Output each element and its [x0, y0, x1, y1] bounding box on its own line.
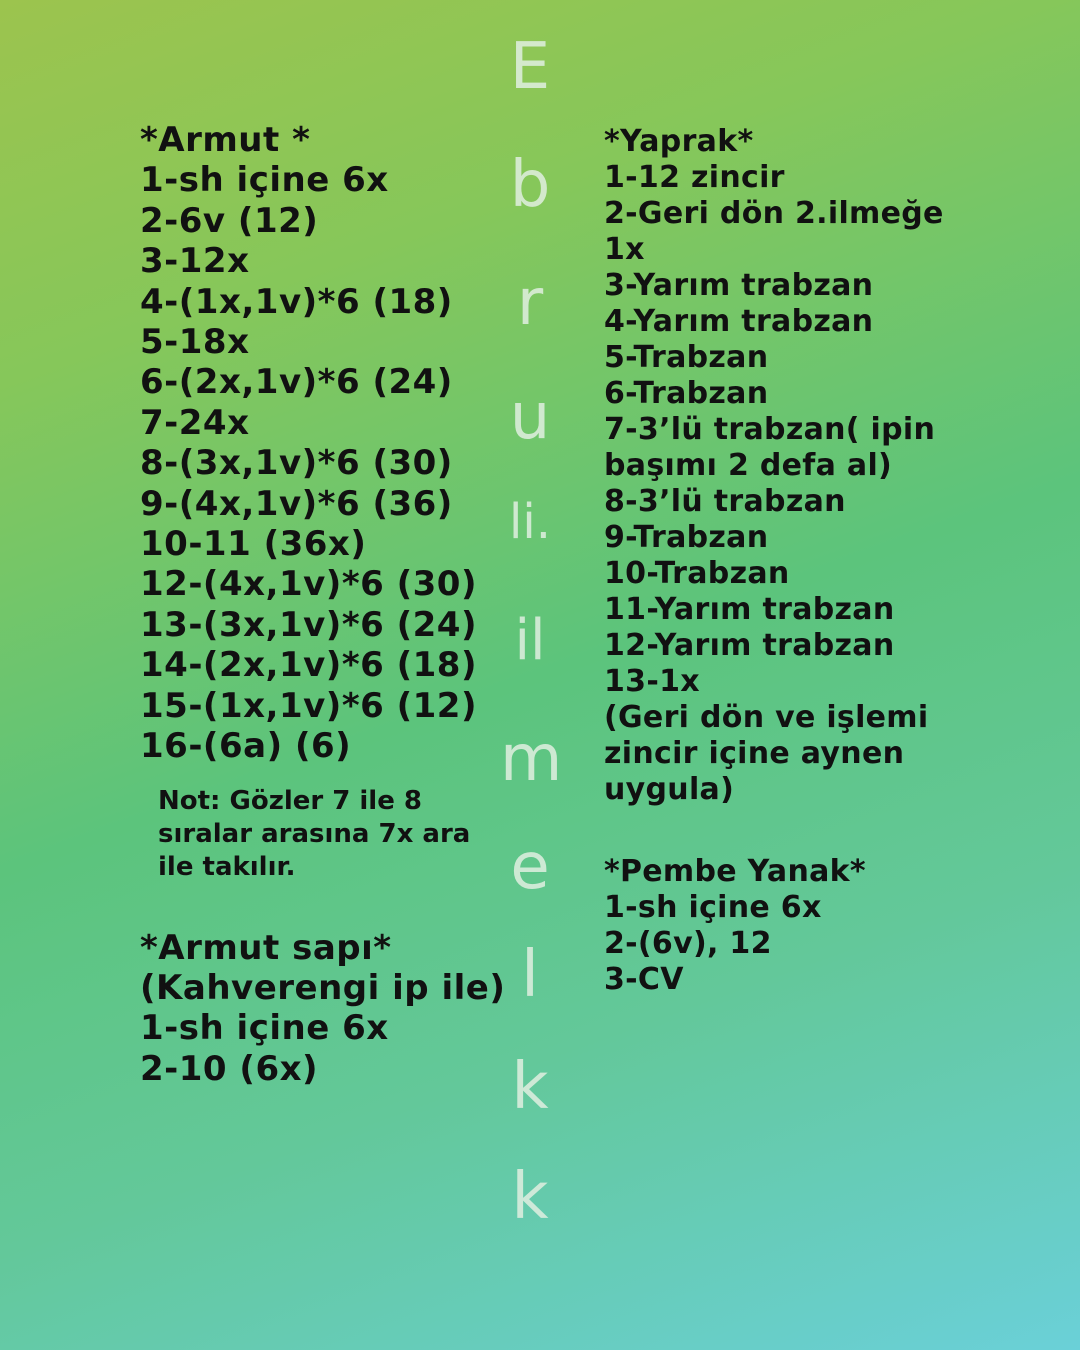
pembe-yanak-row: 2-(6v), 12 [604, 926, 772, 961]
watermark-letter: e [510, 830, 550, 904]
watermark-letter: k [511, 1160, 549, 1234]
armut-row: 10-11 (36x) [140, 524, 367, 565]
section-spacer [140, 884, 490, 928]
armut-row: 6-(2x,1v)*6 (24) [140, 362, 453, 403]
yaprak-row: başımı 2 defa al) [604, 448, 893, 483]
right-column [604, 124, 1044, 998]
yaprak-row: 5-Trabzan [604, 340, 769, 375]
armut-row: 13-(3x,1v)*6 (24) [140, 604, 477, 645]
armut-row: 15-(1x,1v)*6 (12) [140, 685, 477, 726]
watermark-letter: b [509, 148, 551, 222]
armut-sapi-section [140, 927, 506, 1090]
yaprak-row: 1x [604, 232, 645, 267]
armut-row: 16-(6a) (6) [140, 726, 352, 767]
yaprak-row: zincir içine aynen [604, 736, 905, 771]
watermark-letter: l [521, 938, 539, 1012]
yaprak-row: 8-3’lü trabzan [604, 484, 846, 519]
pembe-yanak-title: *Pembe Yanak* [604, 854, 866, 889]
yaprak-row: 11-Yarım trabzan [604, 592, 895, 627]
armut-row: 2-6v (12) [140, 200, 319, 241]
yaprak-section [604, 124, 1044, 808]
armut-sapi-row: 1-sh içine 6x [140, 1008, 389, 1049]
armut-row: 9-(4x,1v)*6 (36) [140, 483, 453, 524]
watermark-letter: li. [509, 494, 551, 550]
armut-row: 1-sh içine 6x [140, 160, 389, 201]
pembe-yanak-section [604, 854, 1044, 998]
armut-sapi-title: *Armut sapı* [140, 927, 392, 968]
watermark-letter: r [516, 266, 544, 340]
pembe-yanak-row: 3-CV [604, 962, 684, 997]
yaprak-row: 9-Trabzan [604, 520, 769, 555]
armut-row: 7-24x [140, 402, 250, 443]
yaprak-row: 1-12 zincir [604, 160, 785, 195]
armut-row: 4-(1x,1v)*6 (18) [140, 281, 453, 322]
yaprak-title: *Yaprak* [604, 124, 754, 159]
vertical-watermark [500, 30, 563, 1234]
yaprak-row: 4-Yarım trabzan [604, 304, 874, 339]
armut-row: 12-(4x,1v)*6 (30) [140, 564, 477, 605]
watermark-letter: E [509, 30, 551, 104]
section-spacer [604, 808, 1044, 854]
pembe-yanak-row: 1-sh içine 6x [604, 890, 822, 925]
watermark-letter: il [514, 608, 546, 673]
armut-section [140, 120, 490, 884]
armut-row: 14-(2x,1v)*6 (18) [140, 645, 477, 686]
yaprak-row: 2-Geri dön 2.ilmeğe [604, 196, 944, 231]
armut-row: 5-18x [140, 322, 250, 363]
yaprak-row: 3-Yarım trabzan [604, 268, 874, 303]
armut-row: 8-(3x,1v)*6 (30) [140, 443, 453, 484]
yaprak-row: 7-3’lü trabzan( ipin [604, 412, 936, 447]
yaprak-row: 12-Yarım trabzan [604, 628, 895, 663]
watermark-letter: u [509, 380, 551, 454]
armut-title: *Armut * [140, 120, 311, 160]
armut-row: 3-12x [140, 241, 250, 282]
left-column [140, 120, 506, 1089]
armut-note: Not: Gözler 7 ile 8 sıralar arasına 7x ara ile takılır. [158, 785, 471, 882]
armut-sapi-row: 2-10 (6x) [140, 1048, 319, 1089]
watermark-letter: k [511, 1050, 549, 1124]
yaprak-row: 13-1x [604, 664, 700, 699]
yaprak-row: uygula) [604, 772, 735, 807]
armut-sapi-row: (Kahverengi ip ile) [140, 967, 506, 1008]
yaprak-row: 6-Trabzan [604, 376, 769, 411]
yaprak-row: (Geri dön ve işlemi [604, 700, 929, 735]
yaprak-row: 10-Trabzan [604, 556, 790, 591]
watermark-letter: m [500, 722, 563, 796]
